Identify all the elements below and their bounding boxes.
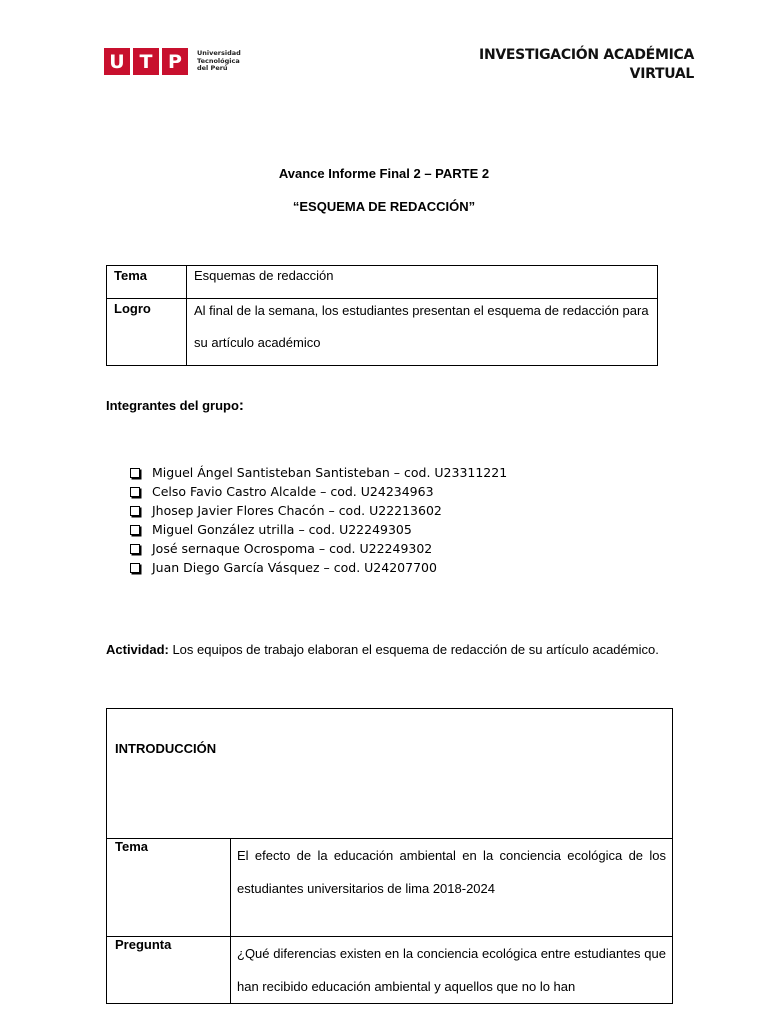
tema-value: Esquemas de redacción xyxy=(187,266,658,299)
table-row xyxy=(107,709,673,839)
logo-letter-u: U xyxy=(104,48,130,75)
intro-table xyxy=(106,708,673,1004)
group-label-colon: : xyxy=(238,397,244,414)
checkbox-icon xyxy=(130,525,140,535)
logro-value xyxy=(187,299,658,366)
logo-letter-t: T xyxy=(133,48,159,75)
checkbox-icon xyxy=(130,506,140,516)
info-table xyxy=(106,265,658,366)
list-item xyxy=(130,558,507,577)
group-label xyxy=(106,397,244,414)
activity-text: Los equipos de trabajo elaboran el esquema de redacción de su artículo académico. xyxy=(168,642,659,657)
intro-tema-value: El efecto de la educación ambiental en la conciencia ecológica de los estudiantes universitarios de lima 2018-2024 xyxy=(231,839,673,937)
document-heading: Avance Informe Final 2 – PARTE 2 xyxy=(278,166,490,181)
list-item xyxy=(130,520,507,539)
header-title xyxy=(479,46,694,84)
logro-label: Logro xyxy=(107,299,187,366)
intro-pregunta-label: Pregunta xyxy=(107,937,231,1004)
group-label-text: Integrantes del grupo xyxy=(106,398,239,413)
intro-title: INTRODUCCIÓN xyxy=(107,709,673,839)
document-subheading: “ESQUEMA DE REDACCIÓN” xyxy=(292,199,476,214)
table-row xyxy=(107,266,658,299)
members-list xyxy=(130,463,507,577)
list-item xyxy=(130,539,507,558)
checkbox-icon xyxy=(130,468,140,478)
checkbox-icon xyxy=(130,487,140,497)
table-row xyxy=(107,937,673,1004)
table-row xyxy=(107,839,673,937)
member-name: Miguel Ángel Santisteban Santisteban – cod. U23311221 xyxy=(152,465,508,480)
logo-letter-p: P xyxy=(162,48,188,75)
member-name: Jhosep Javier Flores Chacón – cod. U22213602 xyxy=(152,503,442,518)
activity-paragraph xyxy=(106,642,659,657)
member-name: José sernaque Ocrospoma – cod. U22249302 xyxy=(152,541,433,556)
header-title-line1: INVESTIGACIÓN ACADÉMICA xyxy=(479,47,694,63)
header-title-line2: VIRTUAL xyxy=(629,66,694,82)
table-row xyxy=(107,299,658,366)
activity-label: Actividad: xyxy=(106,642,169,657)
member-name: Juan Diego García Vásquez – cod. U24207700 xyxy=(152,560,437,575)
logo-text-line: Tecnológica xyxy=(197,56,240,65)
utp-logo xyxy=(104,48,257,75)
member-name: Celso Favio Castro Alcalde – cod. U24234963 xyxy=(152,484,434,499)
tema-label: Tema xyxy=(107,266,187,299)
intro-pregunta-value: ¿Qué diferencias existen en la conciencia ecológica entre estudiantes que han recibido educación ambiental y aquellos que no lo han xyxy=(231,937,673,1004)
logro-text: Al final de la semana, los estudiantes presentan el esquema de redacción para su artículo académico xyxy=(194,303,649,350)
logo-text-line: Universidad xyxy=(197,49,241,58)
intro-tema-label: Tema xyxy=(107,839,231,937)
list-item xyxy=(130,501,507,520)
logo-university-name xyxy=(197,50,257,73)
list-item xyxy=(130,463,507,482)
list-item xyxy=(130,482,507,501)
logo-text-line: del Perú xyxy=(197,64,228,73)
checkbox-icon xyxy=(130,544,140,554)
member-name: Miguel González utrilla – cod. U22249305 xyxy=(152,522,412,537)
checkbox-icon xyxy=(130,563,140,573)
